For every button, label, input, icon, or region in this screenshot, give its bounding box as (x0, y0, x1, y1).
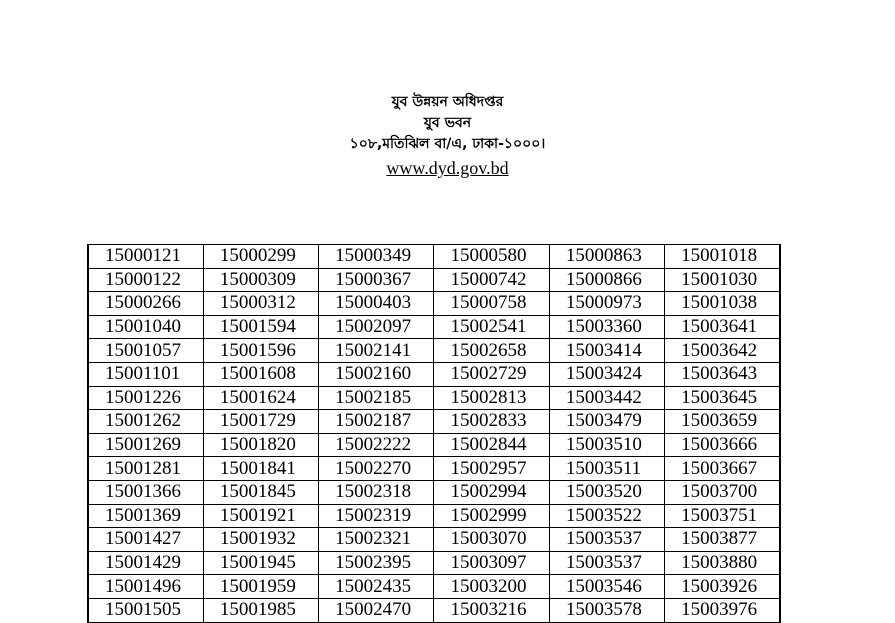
table-cell: 15000266 (88, 292, 203, 316)
table-cell: 15002187 (319, 410, 434, 434)
table-cell: 15001226 (88, 386, 203, 410)
table-cell: 15000863 (549, 245, 664, 269)
table-row (88, 528, 780, 552)
table-cell: 15001945 (203, 551, 318, 575)
table-cell: 15002957 (434, 457, 549, 481)
table-cell: 15003641 (665, 315, 780, 339)
table-cell: 15002999 (434, 504, 549, 528)
table-cell: 15000866 (549, 268, 664, 292)
id-table-body (88, 245, 780, 623)
table-cell: 15003659 (665, 410, 780, 434)
table-row (88, 410, 780, 434)
table-cell: 15001030 (665, 268, 780, 292)
table-cell: 15000312 (203, 292, 318, 316)
table-cell: 15003537 (549, 551, 664, 575)
table-cell: 15003642 (665, 339, 780, 363)
table-cell: 15002541 (434, 315, 549, 339)
table-cell: 15003667 (665, 457, 780, 481)
table-cell: 15003360 (549, 315, 664, 339)
table-cell: 15001820 (203, 433, 318, 457)
table-cell: 15003700 (665, 480, 780, 504)
table-cell: 15003216 (434, 598, 549, 622)
table-cell: 15000309 (203, 268, 318, 292)
table-cell: 15002813 (434, 386, 549, 410)
table-cell: 15003645 (665, 386, 780, 410)
table-cell: 15002319 (319, 504, 434, 528)
table-cell: 15002470 (319, 598, 434, 622)
table-cell: 15003751 (665, 504, 780, 528)
table-row (88, 292, 780, 316)
table-cell: 15002435 (319, 575, 434, 599)
table-cell: 15000121 (88, 245, 203, 269)
table-row (88, 339, 780, 363)
table-row (88, 386, 780, 410)
table-cell: 15003479 (549, 410, 664, 434)
table-cell: 15000349 (319, 245, 434, 269)
table-cell: 15000580 (434, 245, 549, 269)
table-cell: 15001624 (203, 386, 318, 410)
table-cell: 15003643 (665, 362, 780, 386)
table-cell: 15003200 (434, 575, 549, 599)
table-cell: 15001269 (88, 433, 203, 457)
table-cell: 15001101 (88, 362, 203, 386)
table-row (88, 480, 780, 504)
website-link[interactable]: www.dyd.gov.bd (386, 158, 509, 178)
table-cell: 15001932 (203, 528, 318, 552)
table-cell: 15002321 (319, 528, 434, 552)
table-row (88, 504, 780, 528)
table-cell: 15003976 (665, 598, 780, 622)
table-cell: 15003546 (549, 575, 664, 599)
table-cell: 15001369 (88, 504, 203, 528)
table-cell: 15001594 (203, 315, 318, 339)
table-cell: 15001596 (203, 339, 318, 363)
table-cell: 15001040 (88, 315, 203, 339)
address: ১০৮,মতিঝিল বা/এ, ঢাকা-১০০০। (349, 136, 546, 152)
table-cell: 15001496 (88, 575, 203, 599)
table-row (88, 457, 780, 481)
document-header (0, 92, 895, 180)
table-cell: 15003880 (665, 551, 780, 575)
table-cell: 15001429 (88, 551, 203, 575)
table-cell: 15003666 (665, 433, 780, 457)
table-cell: 15001262 (88, 410, 203, 434)
table-cell: 15003510 (549, 433, 664, 457)
building-name: যুব ভবন (423, 115, 472, 131)
table-row (88, 315, 780, 339)
table-cell: 15003414 (549, 339, 664, 363)
table-cell: 15003097 (434, 551, 549, 575)
table-cell: 15003926 (665, 575, 780, 599)
table-cell: 15002395 (319, 551, 434, 575)
table-cell: 15000122 (88, 268, 203, 292)
table-cell: 15003442 (549, 386, 664, 410)
table-cell: 15002833 (434, 410, 549, 434)
table-cell: 15002844 (434, 433, 549, 457)
table-cell: 15003578 (549, 598, 664, 622)
table-cell: 15001018 (665, 245, 780, 269)
table-row (88, 551, 780, 575)
table-row (88, 245, 780, 269)
table-cell: 15000742 (434, 268, 549, 292)
table-cell: 15001505 (88, 598, 203, 622)
table-cell: 15001427 (88, 528, 203, 552)
table-row (88, 362, 780, 386)
table-cell: 15000367 (319, 268, 434, 292)
table-cell: 15002729 (434, 362, 549, 386)
table-cell: 15001281 (88, 457, 203, 481)
table-cell: 15003511 (549, 457, 664, 481)
table-row (88, 598, 780, 622)
table-cell: 15003522 (549, 504, 664, 528)
table-cell: 15002141 (319, 339, 434, 363)
table-cell: 15002994 (434, 480, 549, 504)
table-cell: 15001845 (203, 480, 318, 504)
table-cell: 15001057 (88, 339, 203, 363)
table-row (88, 268, 780, 292)
table-cell: 15000973 (549, 292, 664, 316)
table-cell: 15003424 (549, 362, 664, 386)
table-row (88, 433, 780, 457)
table-cell: 15003520 (549, 480, 664, 504)
table-cell: 15001608 (203, 362, 318, 386)
table-cell: 15002222 (319, 433, 434, 457)
id-table (87, 244, 781, 623)
table-cell: 15002658 (434, 339, 549, 363)
table-cell: 15001366 (88, 480, 203, 504)
table-cell: 15001729 (203, 410, 318, 434)
table-cell: 15001038 (665, 292, 780, 316)
table-cell: 15002097 (319, 315, 434, 339)
table-cell: 15000403 (319, 292, 434, 316)
table-cell: 15003877 (665, 528, 780, 552)
table-cell: 15001985 (203, 598, 318, 622)
table-cell: 15000758 (434, 292, 549, 316)
table-cell: 15001921 (203, 504, 318, 528)
table-cell: 15003070 (434, 528, 549, 552)
table-cell: 15002318 (319, 480, 434, 504)
table-cell: 15002270 (319, 457, 434, 481)
table-cell: 15002185 (319, 386, 434, 410)
table-cell: 15001841 (203, 457, 318, 481)
table-cell: 15000299 (203, 245, 318, 269)
table-row (88, 575, 780, 599)
organization-name: যুব উন্নয়ন অধিদপ্তর (391, 94, 504, 110)
table-cell: 15002160 (319, 362, 434, 386)
table-cell: 15003537 (549, 528, 664, 552)
table-cell: 15001959 (203, 575, 318, 599)
